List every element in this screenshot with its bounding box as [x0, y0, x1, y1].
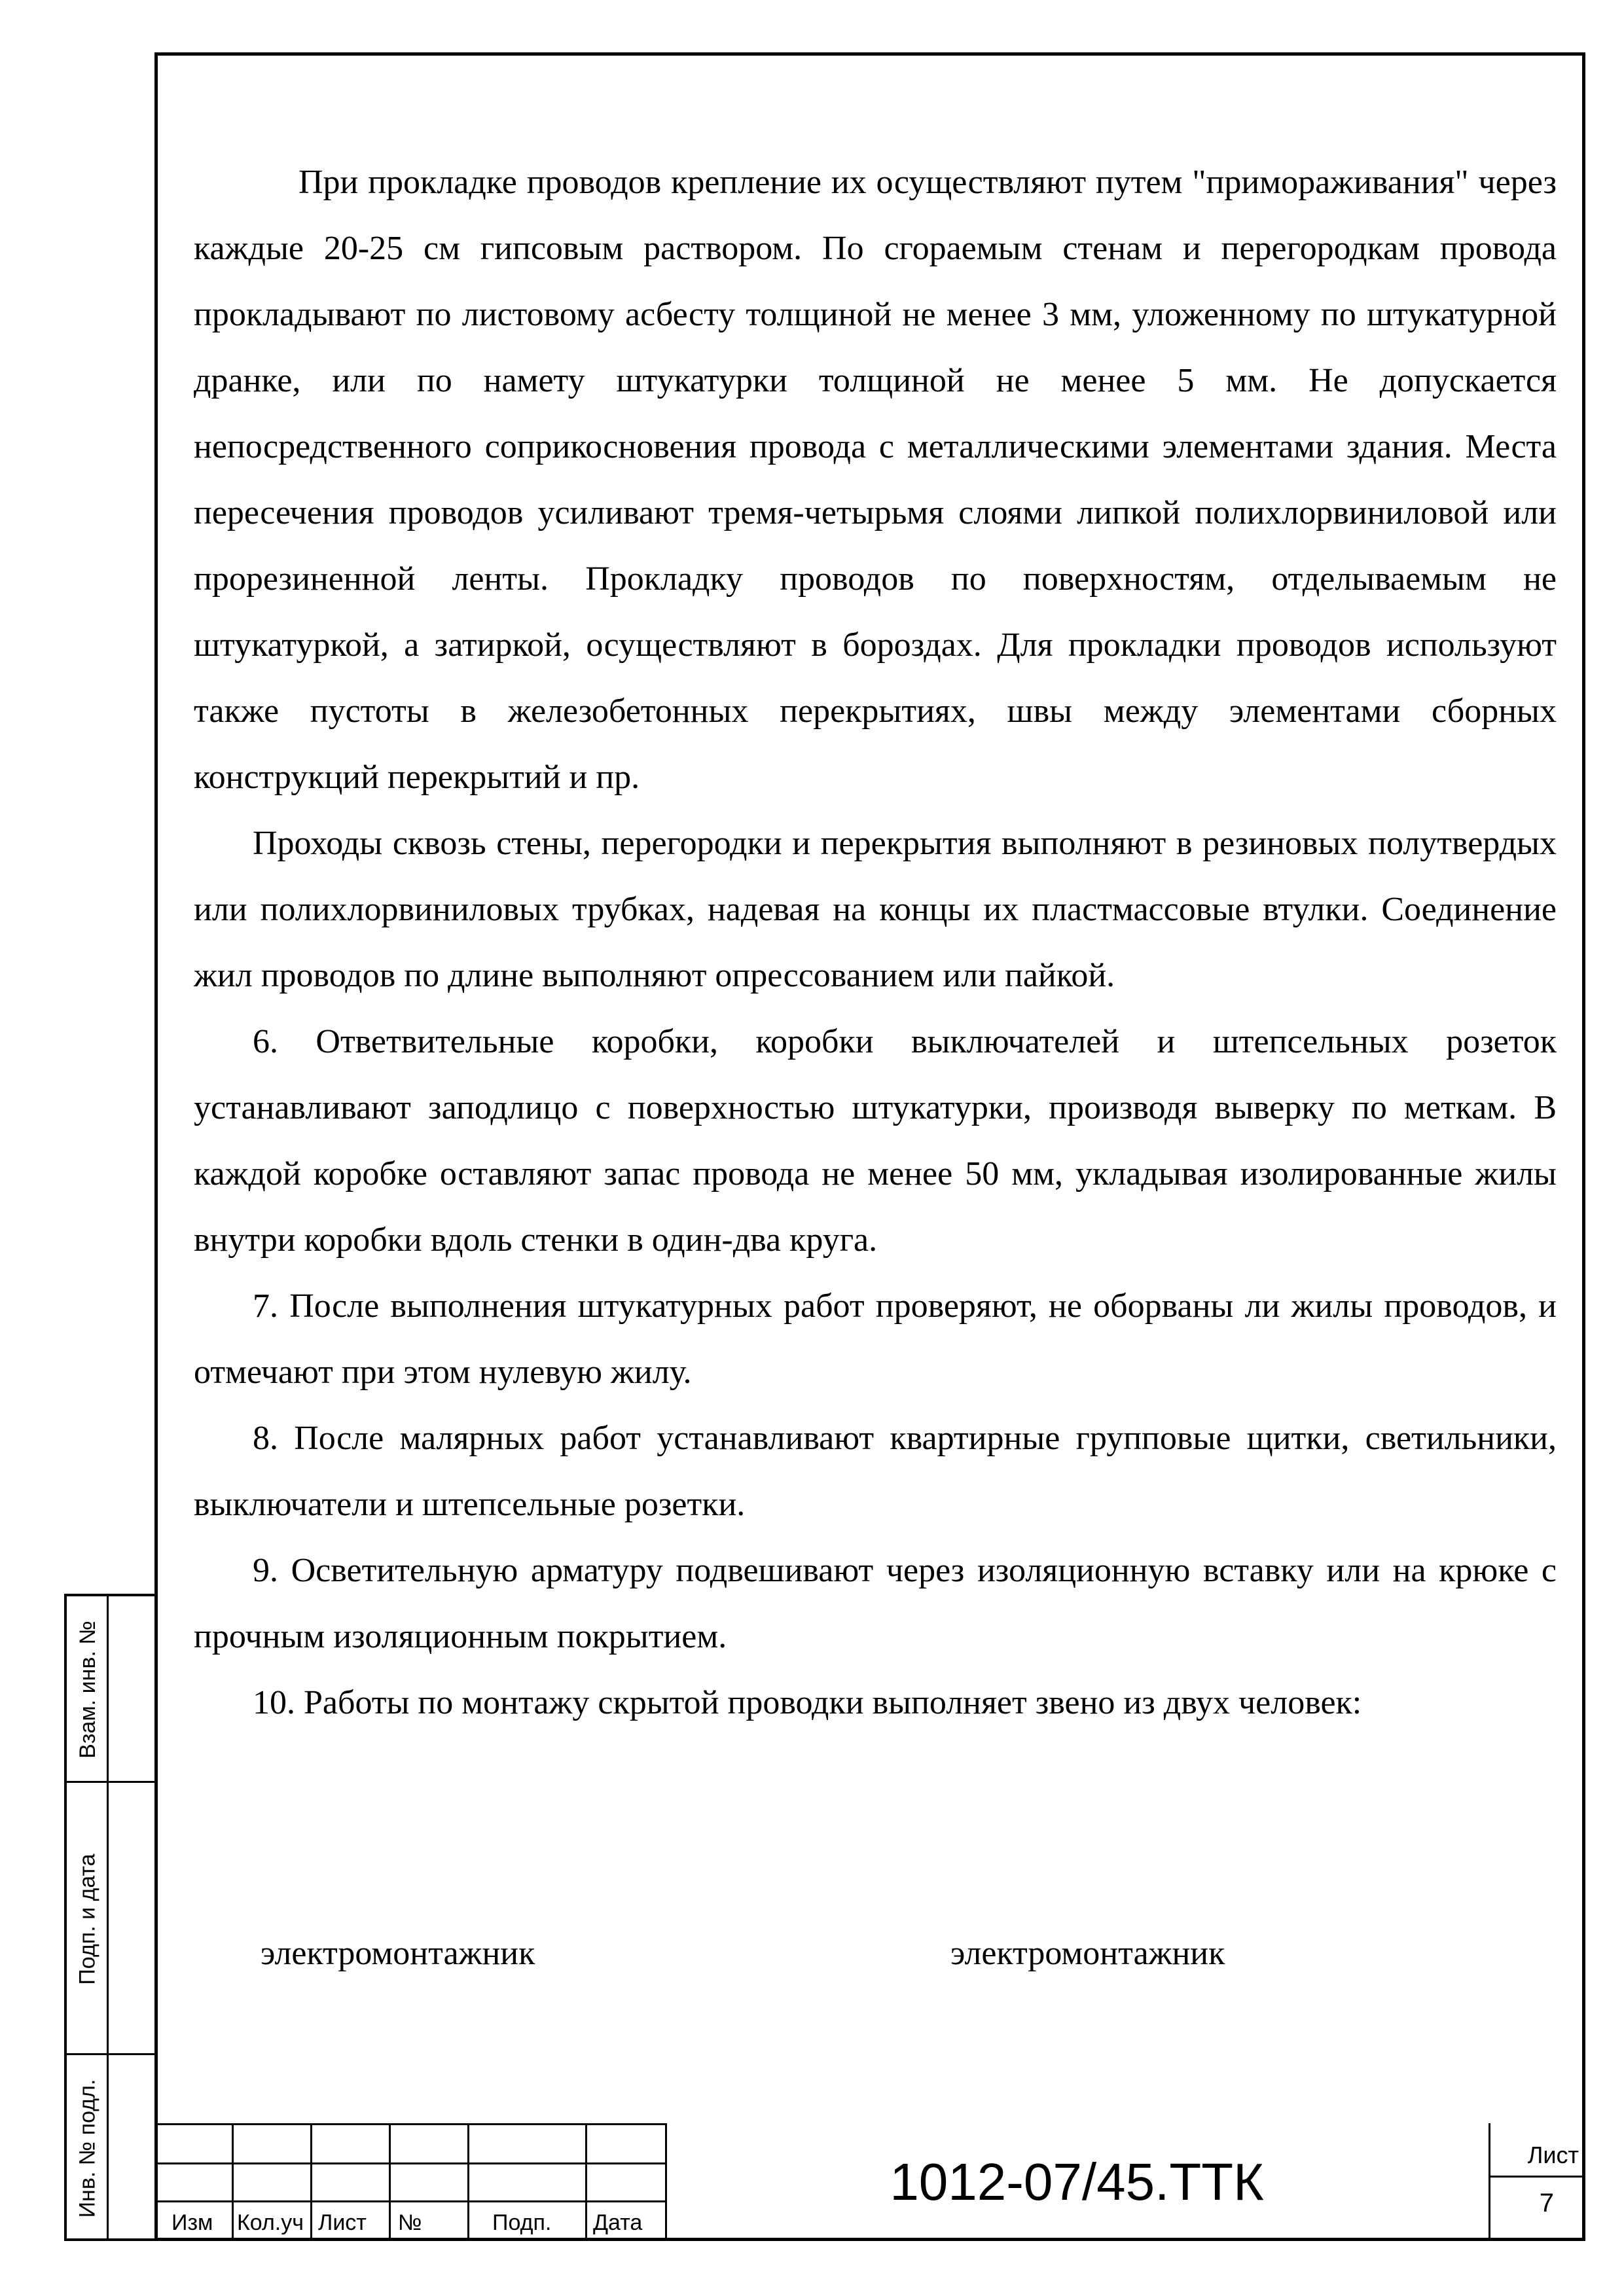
title-block-line [154, 2123, 665, 2125]
title-block-line [154, 2162, 665, 2164]
paragraph: 6. Ответвительные коробки, коробки выключателей и штепсельных розеток устанавливают заподлицо с поверхностью штукатурки, производя выверку по меткам. В каждой коробке оставляют запас провода не менее 50 мм, укладывая изолированные жилы внутри коробки вдоль стенки в один-два круга. [194, 1023, 1557, 1259]
title-block-line [1489, 2176, 1585, 2178]
title-block [154, 2123, 1585, 2241]
title-block-line [232, 2123, 234, 2241]
role-label: электромонтажник [950, 1935, 1225, 1972]
paragraph: 10. Работы по монтажу скрытой проводки выполняет звено из двух человек: [253, 1684, 1362, 1721]
title-block-line [389, 2123, 391, 2241]
title-block-line [467, 2123, 469, 2241]
paragraph: 9. Осветительную арматуру подвешивают через изоляционную вставку или на крюке с прочным изоляционным покрытием. [194, 1552, 1557, 1655]
header-podp: Подп. [492, 2210, 552, 2235]
paragraph: 7. После выполнения штукатурных работ проверяют, не оборваны ли жилы проводов, и отмечают при этом нулевую жилу. [194, 1287, 1557, 1391]
title-block-line [585, 2123, 587, 2241]
inv-podl-label: Инв. № подл. [75, 2079, 100, 2217]
vzam-inv-label: Взам. инв. № [75, 1621, 100, 1759]
podp-data-label: Подп. и дата [75, 1853, 100, 1985]
paragraph: При прокладке проводов крепление их осуществляют путем "примораживания" через каждые 20-25 см гипсовым раствором. По сгораемым стенам и перегородкам провода прокладывают по листовому асбесту толщиной не менее 3 мм, уложенному по штукатурной дранке, или по намету штукатурки толщиной не менее 5 мм. Не допускается непосредственного соприкосновения провода с металлическими элементами здания. Места пересечения проводов усиливают тремя-четырьмя слоями липкой полихлорвиниловой или прорезиненной ленты. Прокладку проводов по поверхностям, отделываемым не штукатуркой, а затиркой, осуществляют в бороздах. Для прокладки проводов используют также пустоты в железобетонных перекрытиях, швы между элементами сборных конструкций перекрытий и пр. [194, 164, 1557, 796]
header-kol-uch: Кол.уч [237, 2210, 304, 2235]
header-number: № [398, 2210, 422, 2235]
sheet-label: Лист [1527, 2142, 1579, 2168]
paragraph: Проходы сквозь стены, перегородки и перекрытия выполняют в резиновых полутвердых или полихлорвиниловых трубках, надевая на концы их пластмассовые втулки. Соединение жил проводов по длине выполняют опрессованием или пайкой. [194, 825, 1557, 994]
role-label: электромонтажник [261, 1935, 535, 1972]
header-list: Лист [318, 2210, 367, 2235]
title-block-line [310, 2123, 312, 2241]
paragraph: 8. После малярных работ устанавливают квартирные групповые щитки, светильники, выключатели и штепсельные розетки. [194, 1420, 1557, 1523]
sheet-number: 7 [1539, 2189, 1554, 2217]
header-data: Дата [593, 2210, 643, 2235]
header-izm: Изм [171, 2210, 213, 2235]
title-block-line [1489, 2123, 1490, 2241]
side-stamp [64, 1594, 154, 2241]
document-code: 1012-07/45.ТТК [890, 2153, 1264, 2211]
document-body [194, 149, 1557, 1736]
title-block-line [154, 2200, 665, 2202]
roles-row [0, 1934, 1624, 1986]
